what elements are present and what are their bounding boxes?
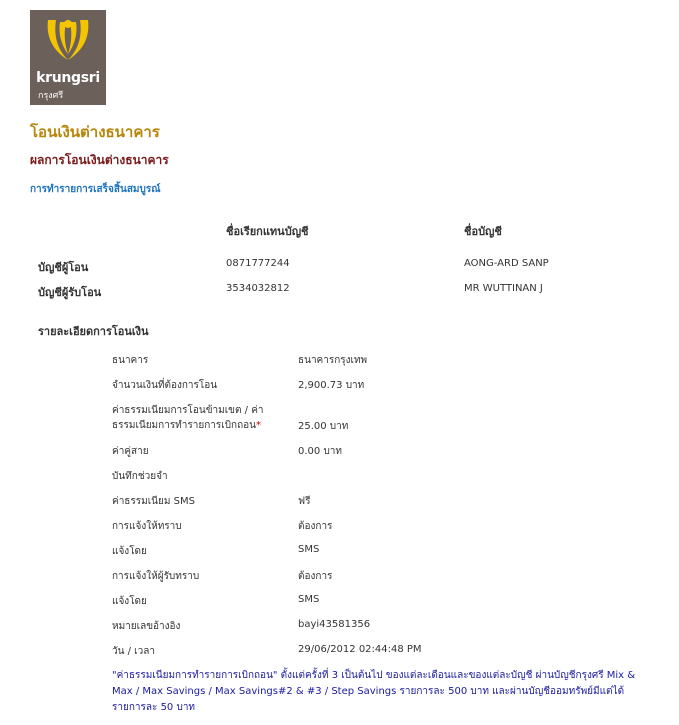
krungsri-logo [30, 10, 106, 105]
fee-label-line1: ค่าธรรมเนียมการโอนข้ามเขต / ค่า [112, 405, 264, 416]
detail-value-reference: bayi43581356 [298, 619, 371, 630]
krungsri-emblem-icon [44, 16, 92, 66]
detail-label-notify-recipient: การแจ้งให้ผู้รับทราบ [112, 571, 200, 582]
column-header-account-name: ชื่อบัญชี [464, 225, 502, 238]
detail-value-fee: 25.00 บาท [298, 421, 349, 432]
detail-label-memo: บันทึกช่วยจำ [112, 471, 168, 482]
fee-footnote: "ค่าธรรมเนียมการทำรายการเบิกถอน" ตั้งแต่ครั้งที่ 3 เป็นต้นไป ของแต่ละเดือนและของแต่ละบัญชี ผ่านบัญชีกรุงศรี Mix & Max / Max Savings / Max Savings#2 & #3 / Step Savings รายการละ 500 บาท และผ่านบัญชีออมทรัพย์มีแต่ได้ รายการละ 50 บาท [112, 670, 636, 713]
detail-label-bank: ธนาคาร [112, 355, 149, 366]
detail-value-notify-recipient: ต้องการ [298, 571, 333, 582]
detail-value-bank: ธนาคารกรุงเทพ [298, 355, 368, 366]
from-account-name: AONG-ARD SANP [464, 258, 549, 269]
detail-value-datetime: 29/06/2012 02:44:48 PM [298, 644, 422, 655]
detail-value-notify: ต้องการ [298, 521, 333, 532]
detail-label-reference: หมายเลขอ้างอิง [112, 621, 181, 632]
detail-label-notify: การแจ้งให้ทราบ [112, 521, 182, 532]
fee-label-line2: ธรรมเนียมการทำรายการเบิกถอน [112, 420, 256, 431]
detail-value-amount: 2,900.73 บาท [298, 380, 365, 391]
to-account-name: MR WUTTINAN J [464, 283, 543, 294]
page-title: โอนเงินต่างธนาคาร [30, 123, 160, 141]
detail-label-fee [112, 403, 264, 433]
detail-label-sms-fee: ค่าธรรมเนียม SMS [112, 496, 195, 507]
detail-value-recipient-notify-by: SMS [298, 594, 320, 605]
detail-label-amount: จำนวนเงินที่ต้องการโอน [112, 380, 218, 391]
fee-footnote-star: * [256, 420, 261, 431]
page-subtitle: ผลการโอนเงินต่างธนาคาร [30, 153, 169, 167]
detail-label-line-fee: ค่าคู่สาย [112, 446, 149, 457]
logo-text-th: กรุงศรี [38, 91, 64, 101]
column-header-nickname: ชื่อเรียกแทนบัญชี [226, 225, 309, 238]
transfer-details-heading: รายละเอียดการโอนเงิน [38, 325, 149, 338]
detail-label-datetime: วัน / เวลา [112, 646, 155, 657]
detail-label-notify-by: แจ้งโดย [112, 546, 147, 557]
detail-label-recipient-notify-by: แจ้งโดย [112, 596, 147, 607]
detail-value-notify-by: SMS [298, 544, 320, 555]
from-account-number: 0871777244 [226, 258, 290, 269]
status-message: การทำรายการเสร็จสิ้นสมบูรณ์ [30, 184, 161, 195]
to-account-number: 3534032812 [226, 283, 290, 294]
detail-value-line-fee: 0.00 บาท [298, 446, 342, 457]
detail-value-sms-fee: ฟรี [298, 496, 311, 507]
to-account-label: บัญชีผู้รับโอน [38, 286, 102, 299]
logo-text-en: krungsri [36, 70, 100, 86]
from-account-label: บัญชีผู้โอน [38, 261, 89, 274]
